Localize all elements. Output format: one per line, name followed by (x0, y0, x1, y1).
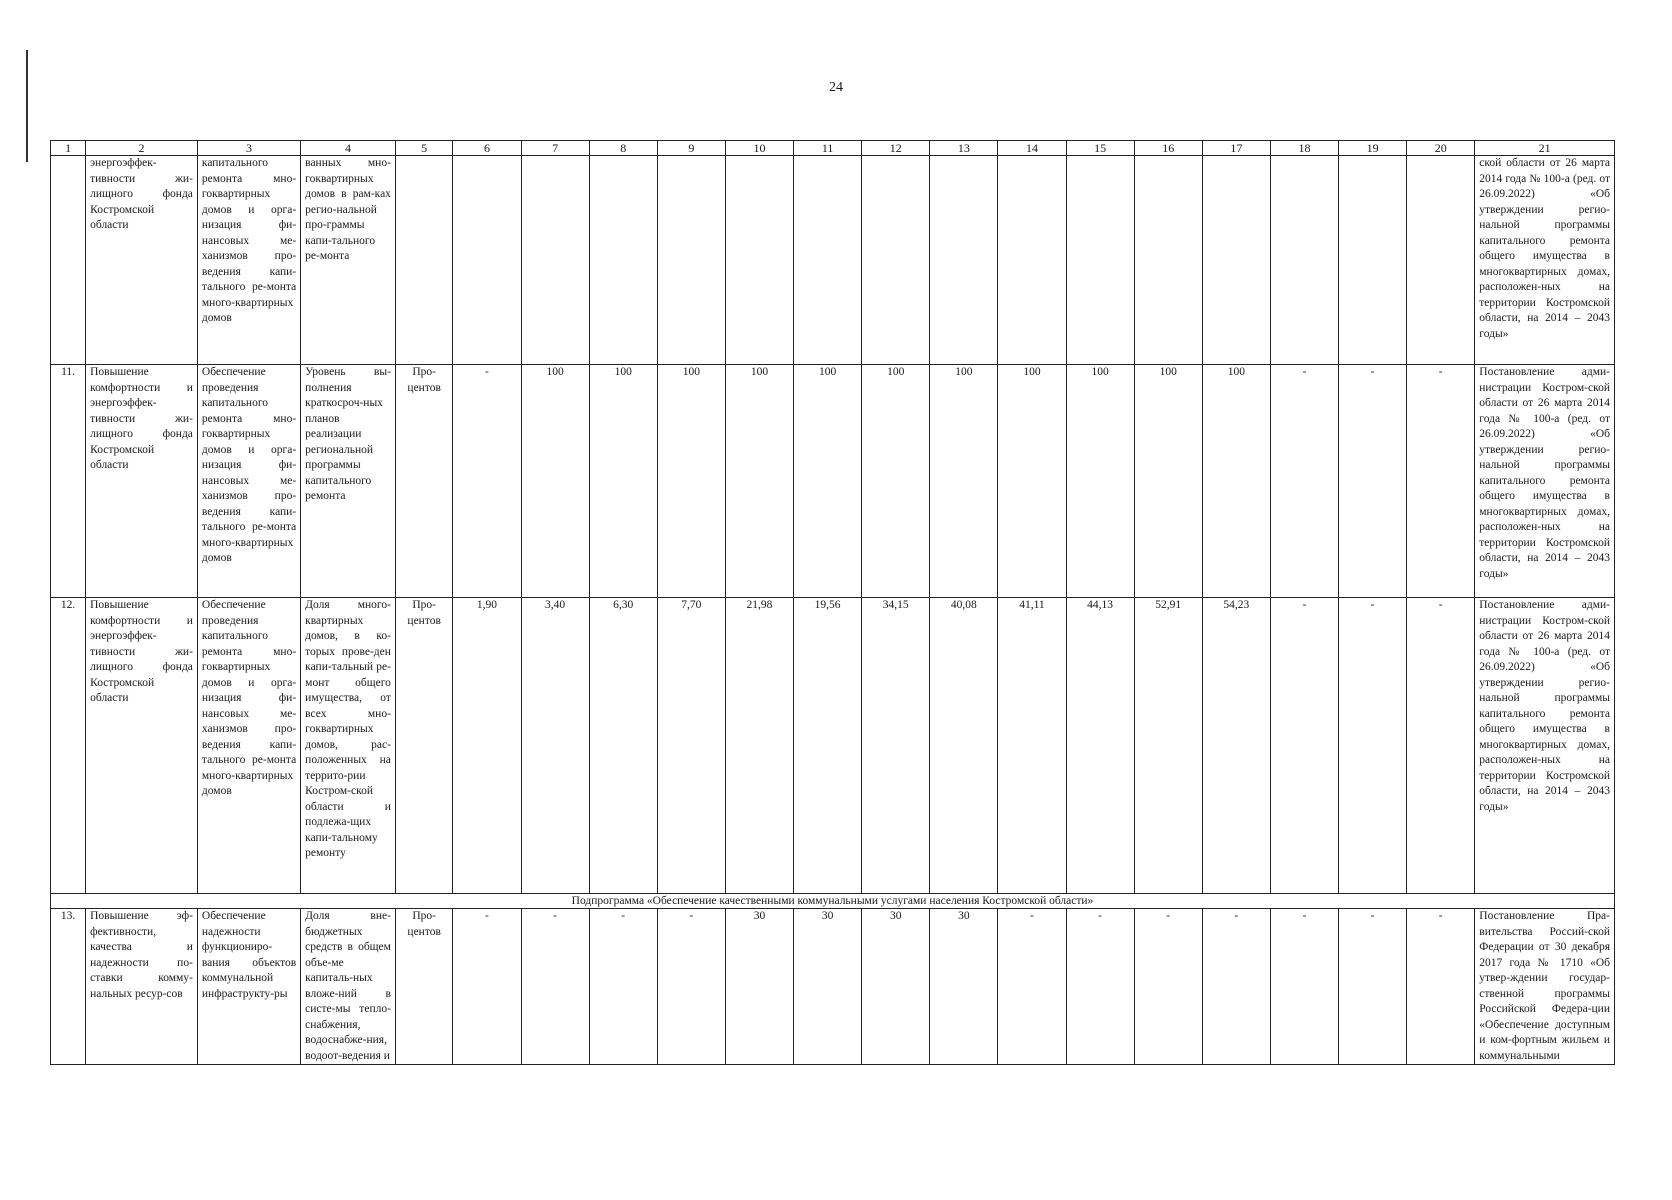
table-cell: 34,15 (862, 598, 930, 894)
table-cell: Про-центов (395, 365, 452, 598)
table-cell: 100 (1202, 365, 1270, 598)
table-cell: - (1270, 365, 1338, 598)
table-cell: - (1407, 598, 1475, 894)
column-number: 4 (301, 141, 396, 156)
table-row (51, 909, 1615, 1065)
table-cell (657, 156, 725, 365)
indicators-table (50, 140, 1615, 1065)
table-cell: Обеспечение проведения капитального ремонта мно-гоквартирных домов и орга-низация фи-нансовых ме-ханизмов про-ведения капи-тального ре-монта много-квартирных домов (197, 365, 300, 598)
column-number-row (51, 141, 1615, 156)
table-cell: 100 (930, 365, 998, 598)
table-cell: Обеспечение проведения капитального ремонта мно-гоквартирных домов и орга-низация фи-нансовых ме-ханизмов про-ведения капи-тального ре-монта много-квартирных домов (197, 598, 300, 894)
table-cell: - (453, 909, 521, 1065)
table-cell (725, 156, 793, 365)
table-cell: 30 (930, 909, 998, 1065)
table-cell (794, 156, 862, 365)
column-number: 8 (589, 141, 657, 156)
table-cell: - (521, 909, 589, 1065)
table-row (51, 598, 1615, 894)
table-cell: - (998, 909, 1066, 1065)
table-cell: ванных мно-гоквартирных домов в рам-ках регио-нальной про-граммы капи-тального ре-монта (301, 156, 396, 365)
table-cell: Повышение эф-фективности, качества и надежности по-ставки комму-нальных ресур-сов (86, 909, 198, 1065)
table-cell: 100 (1134, 365, 1202, 598)
table-cell: Доля вне-бюджетных средств в общем объе-ме капиталь-ных вложе-ний в систе-мы тепло-снабжения, водоснабже-ния, водоот-ведения и (301, 909, 396, 1065)
table-cell (1270, 156, 1338, 365)
table-cell: 30 (725, 909, 793, 1065)
subprogram-title: Подпрограмма «Обеспечение качественными коммунальными услугами населения Костромской области» (51, 894, 1615, 909)
table-cell (589, 156, 657, 365)
table-cell: 11. (51, 365, 86, 598)
table-cell: - (657, 909, 725, 1065)
column-number: 10 (725, 141, 793, 156)
table-cell: Про-центов (395, 909, 452, 1065)
table-cell (453, 156, 521, 365)
table-cell: Доля много-квартирных домов, в ко-торых прове-ден капи-тальный ре-монт общего имущества, от всех мно-гоквартирных домов, рас-положенных на террито-рии Костром-ской области и подлежа-щих капи-тальному ремонту (301, 598, 396, 894)
table-cell: 21,98 (725, 598, 793, 894)
table-cell: - (1339, 598, 1407, 894)
column-number: 20 (1407, 141, 1475, 156)
table-cell: 41,11 (998, 598, 1066, 894)
table-cell: 100 (862, 365, 930, 598)
table-cell (1339, 156, 1407, 365)
column-number: 3 (197, 141, 300, 156)
table-cell: Обеспечение надежности функциониро-вания объектов коммунальной инфраструкту-ры (197, 909, 300, 1065)
table-cell (1134, 156, 1202, 365)
table-cell: - (453, 365, 521, 598)
table-cell: - (589, 909, 657, 1065)
table-cell (862, 156, 930, 365)
table-cell (930, 156, 998, 365)
column-number: 6 (453, 141, 521, 156)
column-number: 19 (1339, 141, 1407, 156)
table-cell: Постановление адми-нистрации Костром-ской области от 26 марта 2014 года № 100-а (ред. от 26.09.2022) «Об утверждении регио-нальной программы капитального ремонта общего имущества в многоквартирных домах, расположен-ных на территории Костромской области, на 2014 – 2043 годы» (1475, 598, 1615, 894)
table-cell: - (1066, 909, 1134, 1065)
column-number: 11 (794, 141, 862, 156)
column-number: 16 (1134, 141, 1202, 156)
table-cell: Постановление Пра-вительства Россий-ской Федерации от 30 декабря 2017 года № 1710 «Об утвер-ждении государ-ственной программы Российской Федера-ции «Обеспечение доступным и ком-фортным жильем и коммунальными (1475, 909, 1615, 1065)
column-number: 18 (1270, 141, 1338, 156)
column-number: 17 (1202, 141, 1270, 156)
table-cell: Постановление адми-нистрации Костром-ской области от 26 марта 2014 года № 100-а (ред. от 26.09.2022) «Об утверждении регио-нальной программы капитального ремонта общего имущества в многоквартирных домах, расположен-ных на территории Костромской области, на 2014 – 2043 годы» (1475, 365, 1615, 598)
table-cell: 13. (51, 909, 86, 1065)
table-cell: энергоэффек-тивности жи-лищного фонда Костромской области (86, 156, 198, 365)
table-cell: 7,70 (657, 598, 725, 894)
table-cell: Уровень вы-полнения краткосроч-ных планов реализации региональной программы капитального ремонта (301, 365, 396, 598)
column-number: 13 (930, 141, 998, 156)
table-cell (395, 156, 452, 365)
table-cell: 100 (1066, 365, 1134, 598)
table-cell: - (1270, 598, 1338, 894)
subprogram-row (51, 894, 1615, 909)
table-cell: 6,30 (589, 598, 657, 894)
column-number: 21 (1475, 141, 1615, 156)
table-cell: 44,13 (1066, 598, 1134, 894)
column-number: 12 (862, 141, 930, 156)
table-cell: 3,40 (521, 598, 589, 894)
table-cell: 30 (794, 909, 862, 1065)
table-cell: - (1407, 365, 1475, 598)
column-number: 5 (395, 141, 452, 156)
table-cell: 54,23 (1202, 598, 1270, 894)
table-cell: 52,91 (1134, 598, 1202, 894)
table-cell (998, 156, 1066, 365)
table-cell: 100 (794, 365, 862, 598)
table-cell: - (1407, 909, 1475, 1065)
table-cell: 100 (998, 365, 1066, 598)
column-number: 15 (1066, 141, 1134, 156)
table-cell: 100 (589, 365, 657, 598)
table-cell (1066, 156, 1134, 365)
table-cell: 30 (862, 909, 930, 1065)
table-cell: - (1270, 909, 1338, 1065)
table-cell: - (1339, 365, 1407, 598)
table-cell: Повышение комфортности и энергоэффек-тивности жи-лищного фонда Костромской области (86, 365, 198, 598)
scan-margin-line (26, 50, 28, 162)
table-cell: 1,90 (453, 598, 521, 894)
table-cell: 100 (521, 365, 589, 598)
table-cell: Про-центов (395, 598, 452, 894)
table-cell (1202, 156, 1270, 365)
table-cell: ской области от 26 марта 2014 года № 100-а (ред. от 26.09.2022) «Об утверждении регио-нальной программы капитального ремонта общего имущества в многоквартирных домах, расположен-ных на территории Костромской области, на 2014 – 2043 годы» (1475, 156, 1615, 365)
page-number: 24 (829, 80, 843, 95)
table-cell (1407, 156, 1475, 365)
table-cell: - (1339, 909, 1407, 1065)
table-cell: Повышение комфортности и энергоэффек-тивности жи-лищного фонда Костромской области (86, 598, 198, 894)
column-number: 7 (521, 141, 589, 156)
table-cell (521, 156, 589, 365)
table-row (51, 156, 1615, 365)
table-cell: 12. (51, 598, 86, 894)
table-cell (51, 156, 86, 365)
column-number: 1 (51, 141, 86, 156)
table-row (51, 365, 1615, 598)
table-cell: 100 (725, 365, 793, 598)
column-number: 9 (657, 141, 725, 156)
table-cell: - (1202, 909, 1270, 1065)
table-cell: капитального ремонта мно-гоквартирных домов и орга-низация фи-нансовых ме-ханизмов про-ведения капи-тального ре-монта много-квартирных домов (197, 156, 300, 365)
table-cell: 19,56 (794, 598, 862, 894)
column-number: 2 (86, 141, 198, 156)
table-cell: - (1134, 909, 1202, 1065)
column-number: 14 (998, 141, 1066, 156)
table-cell: 40,08 (930, 598, 998, 894)
table-cell: 100 (657, 365, 725, 598)
